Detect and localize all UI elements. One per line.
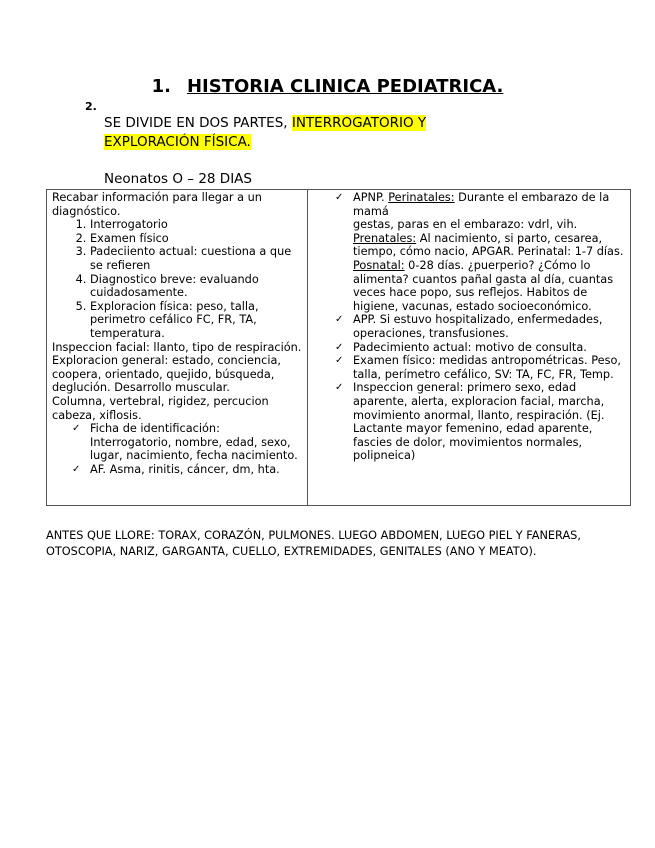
inspeccion-facial: Inspeccion facial: llanto, tipo de respiración. (52, 340, 302, 354)
page-title (0, 76, 655, 97)
list-item: 1. Interrogatorio (90, 218, 302, 232)
left-check-list (52, 422, 302, 476)
check-item: ✓ Padecimiento actual: motivo de consulta. (313, 341, 625, 355)
exploracion-general: Exploracion general: estado, conciencia, coopera, orientado, quejido, búsqueda, deglución. Desarrollo muscular. (52, 354, 282, 395)
intro-paragraph (104, 114, 524, 152)
check-item: ✓ Examen físico: medidas antropométricas. Peso, talla, perímetro cefálico, SV: TA, FC, FR, Temp. (313, 354, 625, 381)
prenatales-text: Al nacimiento, si parto, cesarea, tiempo, cómo nacio, APGAR. Perinatal: 1-7 días. (353, 231, 624, 259)
heading-text: HISTORIA CLINICA PEDIATRICA. (186, 76, 504, 97)
check-item: ✓ AF. Asma, rinitis, cáncer, dm, hta. (52, 463, 302, 477)
columna-text: Columna, vertebral, rigidez, percucion cabeza, xiflosis. (52, 394, 269, 422)
right-check-list (313, 191, 625, 463)
left-intro: Recabar información para llegar a un diagnóstico. (52, 191, 262, 218)
apnp-label: APNP. (353, 191, 389, 204)
intro-highlight: INTERROGATORIO Y EXPLORACIÓN FÍSICA. (104, 115, 427, 150)
list-item: 3. Padeciiento actual: cuestiona a que se refieren (90, 245, 302, 272)
heading-number: 1. (151, 76, 171, 97)
check-item-apnp (313, 191, 625, 313)
prenatales-block (353, 232, 625, 259)
steps-list (52, 218, 302, 340)
posnatal-text: 0-28 días. ¿puerperio? ¿Cómo lo alimenta? cuantos pañal gasta al día, cuantas veces hace popo, sus reflejos. Habitos de higiene, vacunas, estado socioeconómico. (353, 258, 614, 313)
list-item: 4. Diagnostico breve: evaluando cuidadosamente. (90, 273, 302, 300)
history-table (46, 189, 631, 506)
left-column (47, 190, 308, 506)
perinatales-label: Perinatales: (388, 191, 455, 204)
posnatal-label: Posnatal: (353, 258, 405, 272)
right-column (308, 190, 631, 506)
prenatales-label: Prenatales: (353, 231, 417, 245)
posnatal-block (353, 259, 625, 313)
perinatales-text: Durante el embarazo de la mamá (353, 191, 610, 218)
check-item: ✓ Inspeccion general: primero sexo, edad aparente, alerta, exploracion facial, marcha, movimiento anormal, llanto, respiración. (Ej. Lactante mayor femenino, edad aparente, fascies de dolor, movimientos normales, polipneica) (313, 381, 625, 463)
neonatos-heading: Neonatos O – 28 DIAS (104, 171, 252, 187)
list-number: 2. (85, 100, 97, 113)
check-item: ✓ Ficha de identificación: Interrogatorio, nombre, edad, sexo, lugar, nacimiento, fecha nacimiento. (52, 422, 302, 463)
list-item: 5. Exploracion física: peso, talla, perimetro cefálico FC, FR, TA, temperatura. (90, 300, 302, 341)
list-item: 2. Examen físico (90, 232, 302, 246)
check-item: ✓ APP. Si estuvo hospitalizado, enfermedades, operaciones, transfusiones. (313, 313, 625, 340)
intro-text: SE DIVIDE EN DOS PARTES, (104, 115, 292, 131)
footer-paragraph: ANTES QUE LLORE: TORAX, CORAZÓN, PULMONES. LUEGO ABDOMEN, LUEGO PIEL Y FANERAS, OTOSCOPIA, NARIZ, GARGANTA, CUELLO, EXTREMIDADES, GENITALES (ANO Y MEATO). (46, 529, 581, 558)
gestas-text: gestas, paras en el embarazo: vdrl, vih. (353, 218, 578, 232)
